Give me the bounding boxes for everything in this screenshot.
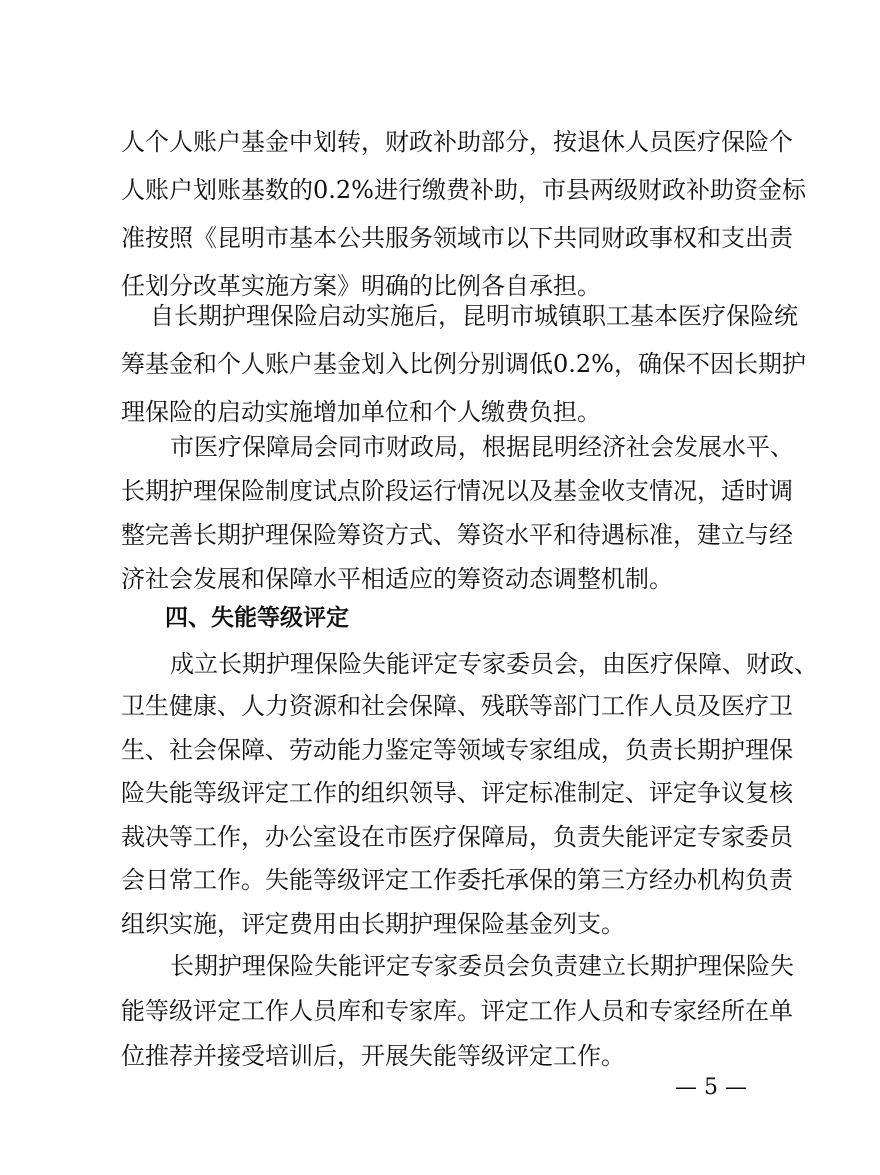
paragraph-line: 长期护理保险制度试点阶段运行情况以及基金收支情况，适时调 bbox=[121, 477, 793, 505]
paragraph-line: 任划分改革实施方案》明确的比例各自承担。 bbox=[121, 272, 601, 300]
paragraph-line: 能等级评定工作人员库和专家库。评定工作人员和专家经所在单 bbox=[121, 997, 793, 1025]
paragraph-line: 人个人账户基金中划转，财政补助部分，按退休人员医疗保险个 bbox=[121, 128, 793, 156]
paragraph-line: 位推荐并接受培训后，开展失能等级评定工作。 bbox=[121, 1042, 625, 1070]
paragraph-line: 自长期护理保险启动实施后，昆明市城镇职工基本医疗保险统 bbox=[150, 302, 798, 330]
paragraph-line: 成立长期护理保险失能评定专家委员会，由医疗保障、财政、 bbox=[170, 650, 818, 678]
paragraph-line: 长期护理保险失能评定专家委员会负责建立长期护理保险失 bbox=[170, 952, 794, 980]
page-number: — 5 — bbox=[675, 1075, 747, 1100]
paragraph-line: 整完善长期护理保险筹资方式、筹资水平和待遇标准，建立与经 bbox=[121, 521, 793, 549]
paragraph-line: 市医疗保障局会同市财政局，根据昆明经济社会发展水平、 bbox=[170, 433, 794, 461]
paragraph-line: 组织实施，评定费用由长期护理保险基金列支。 bbox=[121, 910, 625, 938]
paragraph-line: 生、社会保障、劳动能力鉴定等领域专家组成，负责长期护理保 bbox=[121, 736, 793, 764]
paragraph-line: 人账户划账基数的0.2%进行缴费补助，市县两级财政补助资金标 bbox=[121, 176, 806, 204]
paragraph-line: 理保险的启动实施增加单位和个人缴费负担。 bbox=[121, 398, 601, 426]
paragraph-line: 筹基金和个人账户基金划入比例分别调低0.2%，确保不因长期护 bbox=[121, 350, 806, 378]
paragraph-line: 准按照《昆明市基本公共服务领域市以下共同财政事权和支出责 bbox=[121, 224, 793, 252]
paragraph-line: 济社会发展和保障水平相适应的筹资动态调整机制。 bbox=[121, 565, 673, 593]
paragraph-line: 卫生健康、人力资源和社会保障、残联等部门工作人员及医疗卫 bbox=[121, 692, 793, 720]
section-heading: 四、失能等级评定 bbox=[165, 605, 349, 631]
paragraph-line: 会日常工作。失能等级评定工作委托承保的第三方经办机构负责 bbox=[121, 866, 793, 894]
paragraph-line: 裁决等工作，办公室设在市医疗保障局，负责失能评定专家委员 bbox=[121, 823, 793, 851]
paragraph-line: 险失能等级评定工作的组织领导、评定标准制定、评定争议复核 bbox=[121, 779, 793, 807]
